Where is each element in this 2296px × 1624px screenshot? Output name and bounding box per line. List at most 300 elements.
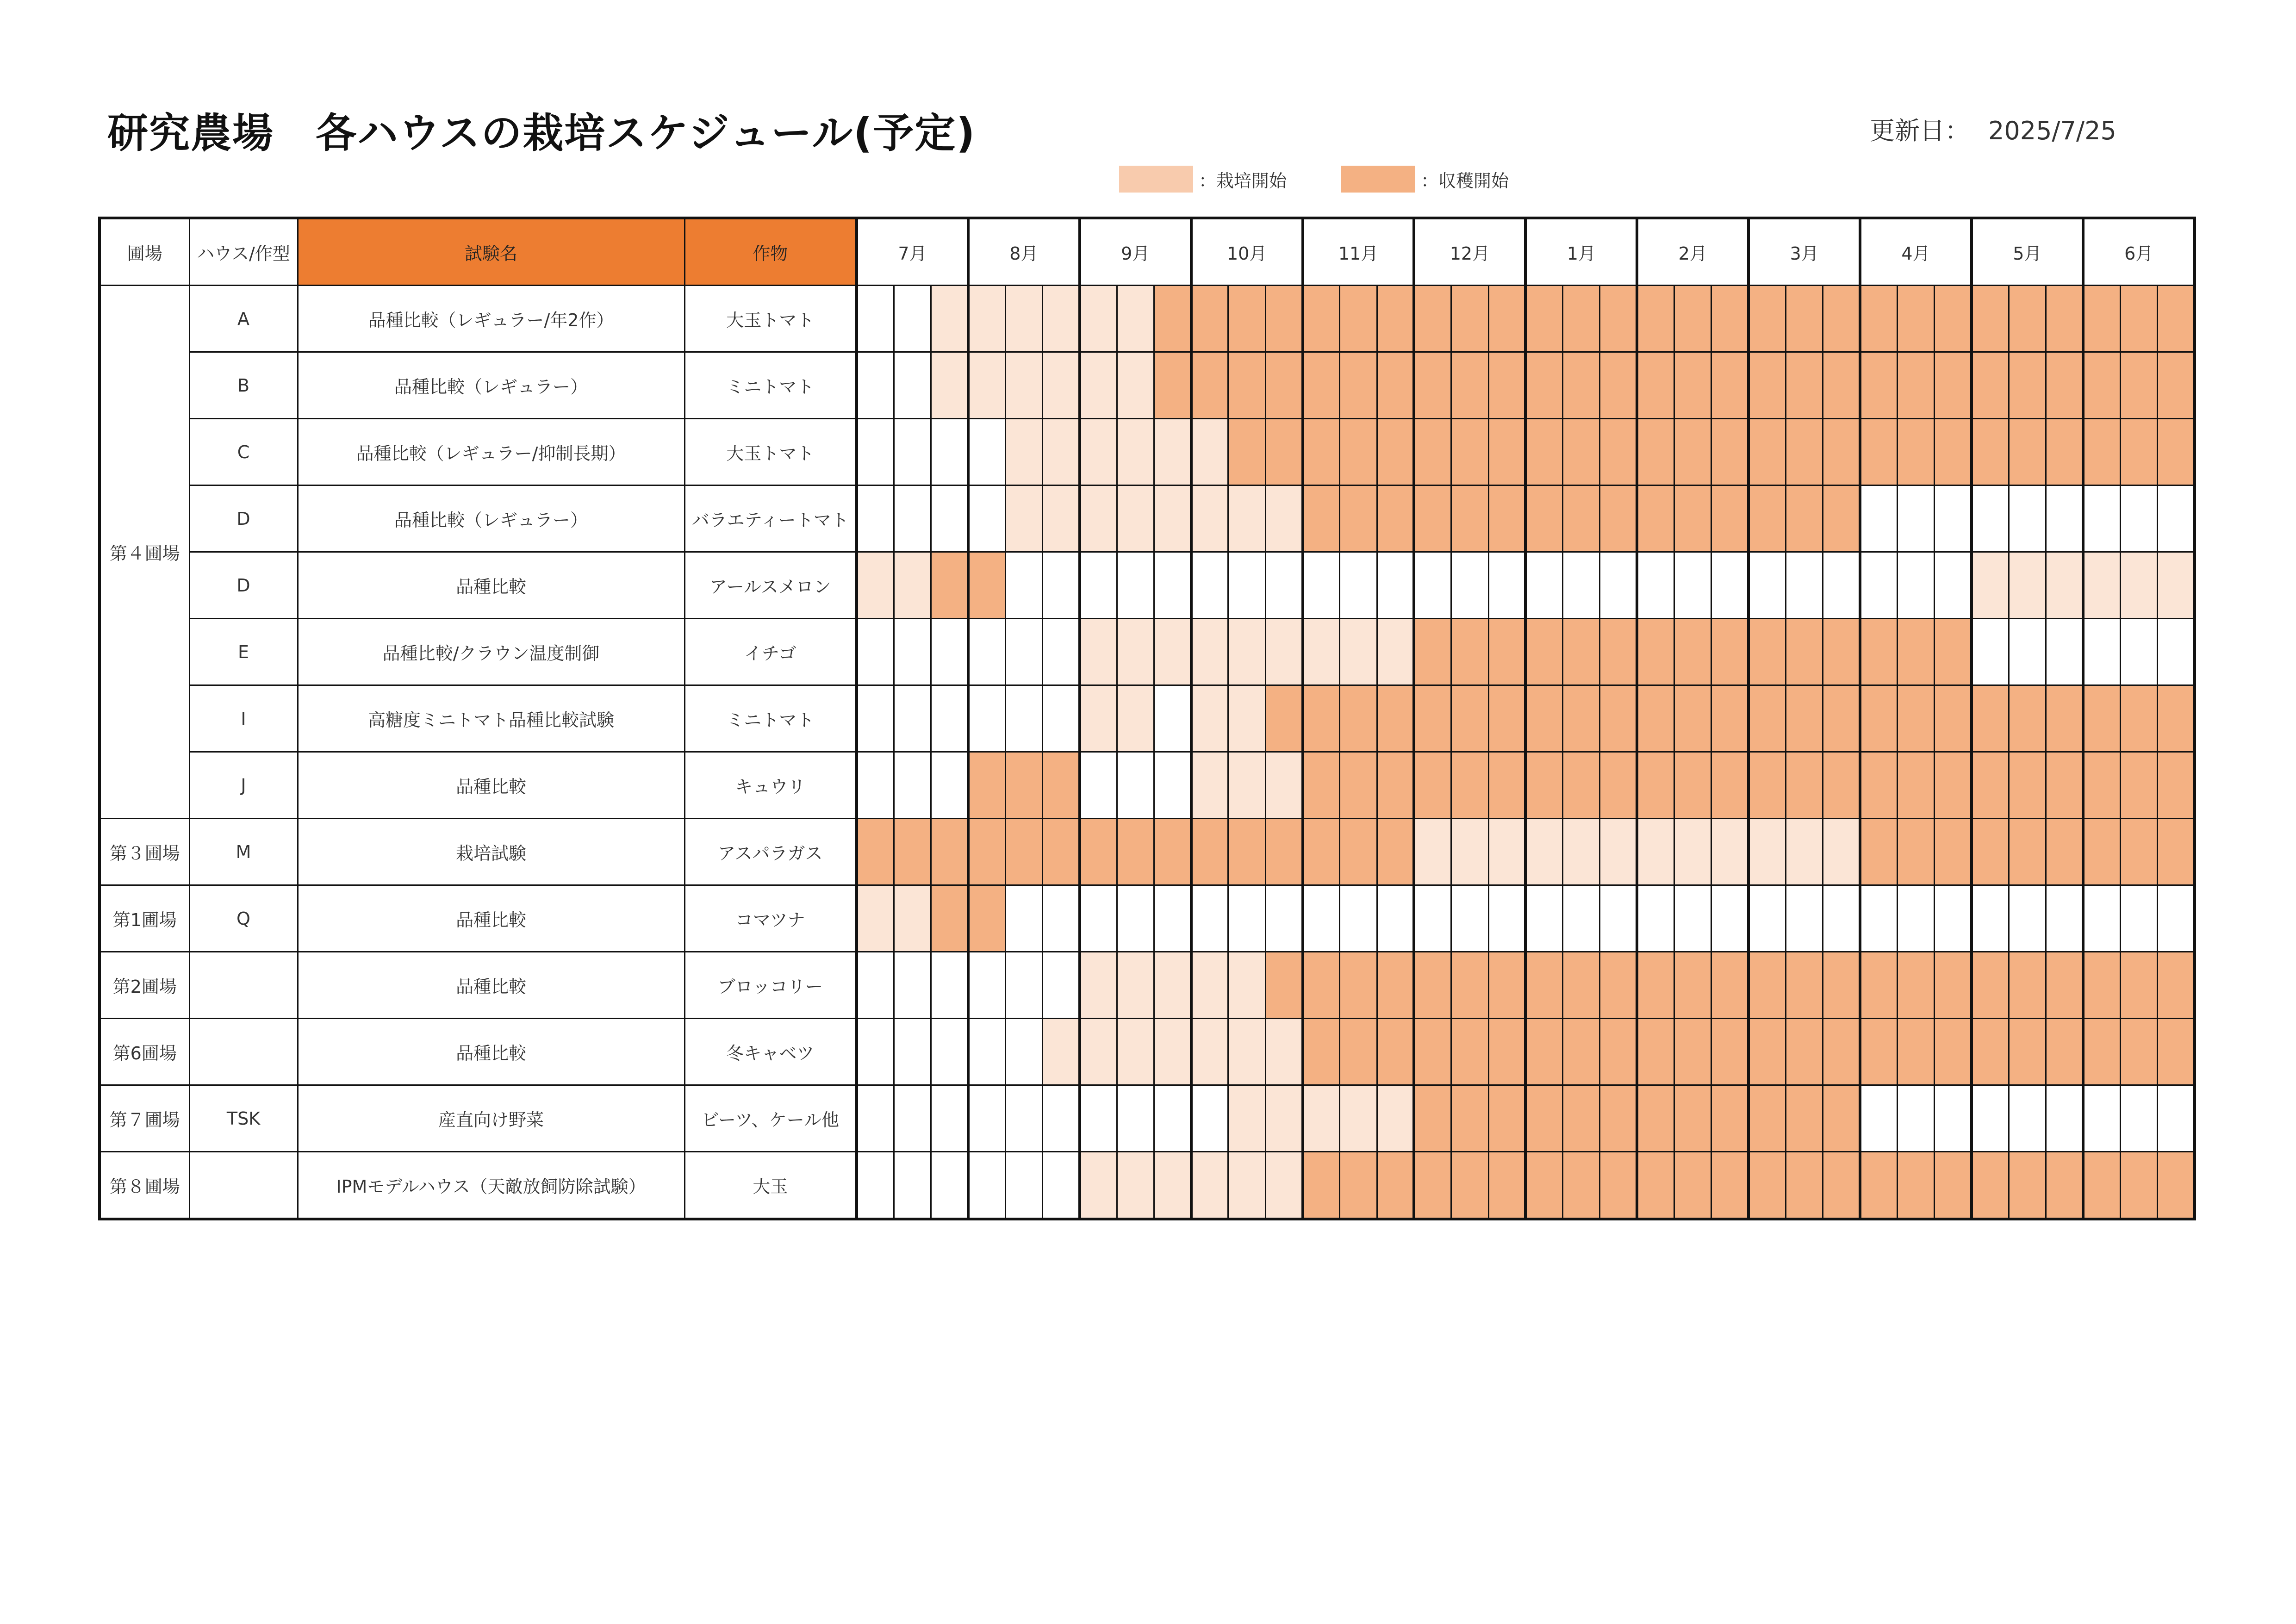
schedule-cell: [1786, 619, 1823, 685]
schedule-cell: [1972, 1019, 2009, 1085]
schedule-cell: [1451, 485, 1488, 552]
schedule-cell: [894, 1152, 931, 1220]
schedule-cell: [1600, 885, 1637, 952]
schedule-cell: [1935, 819, 1972, 885]
house-cell: C: [189, 419, 298, 485]
schedule-cell: [1823, 885, 1860, 952]
schedule-cell: [1897, 485, 1934, 552]
schedule-cell: [1005, 685, 1042, 752]
schedule-cell: [2120, 685, 2157, 752]
trial-cell: 産直向け野菜: [298, 1085, 684, 1152]
schedule-cell: [1600, 1019, 1637, 1085]
schedule-cell: [1525, 419, 1562, 485]
schedule-cell: [1191, 352, 1228, 419]
schedule-cell: [1191, 552, 1228, 619]
schedule-cell: [1340, 685, 1377, 752]
schedule-cell: [931, 419, 968, 485]
schedule-cell: [1451, 552, 1488, 619]
schedule-cell: [1563, 819, 1600, 885]
schedule-cell: [1897, 286, 1934, 352]
schedule-row: [100, 752, 2195, 819]
schedule-cell: [1748, 552, 1786, 619]
legend-harvest: [1341, 166, 1509, 193]
schedule-cell: [1451, 286, 1488, 352]
schedule-cell: [857, 286, 894, 352]
trial-cell: 品種比較: [298, 1019, 684, 1085]
schedule-cell: [968, 952, 1005, 1019]
schedule-cell: [2009, 885, 2046, 952]
schedule-cell: [1042, 752, 1079, 819]
schedule-cell: [1637, 1152, 1674, 1220]
schedule-cell: [1972, 1085, 2009, 1152]
schedule-cell: [1860, 952, 1897, 1019]
schedule-cell: [1525, 752, 1562, 819]
schedule-cell: [1563, 952, 1600, 1019]
schedule-cell: [2009, 352, 2046, 419]
schedule-cell: [1711, 485, 1748, 552]
schedule-cell: [1935, 885, 1972, 952]
schedule-cell: [1414, 1019, 1451, 1085]
schedule-cell: [1080, 752, 1117, 819]
schedule-cell: [1265, 352, 1302, 419]
schedule-cell: [1117, 685, 1154, 752]
schedule-cell: [2157, 885, 2194, 952]
house-cell: [189, 952, 298, 1019]
schedule-cell: [1303, 1085, 1340, 1152]
schedule-cell: [1340, 1152, 1377, 1220]
schedule-cell: [1860, 552, 1897, 619]
schedule-cell: [1191, 752, 1228, 819]
schedule-cell: [1117, 419, 1154, 485]
schedule-cell: [968, 485, 1005, 552]
schedule-cell: [1340, 619, 1377, 685]
schedule-cell: [1711, 1085, 1748, 1152]
schedule-cell: [1265, 752, 1302, 819]
schedule-cell: [2157, 685, 2194, 752]
header-house: ハウス/作型: [189, 218, 298, 286]
month-header: 6月: [2083, 218, 2195, 286]
schedule-cell: [968, 552, 1005, 619]
schedule-cell: [1005, 1152, 1042, 1220]
schedule-cell: [2083, 352, 2120, 419]
schedule-cell: [1563, 1152, 1600, 1220]
schedule-cell: [1748, 419, 1786, 485]
schedule-cell: [1897, 1019, 1934, 1085]
schedule-cell: [1563, 1085, 1600, 1152]
schedule-cell: [1005, 419, 1042, 485]
schedule-cell: [1674, 552, 1711, 619]
schedule-cell: [2083, 419, 2120, 485]
schedule-cell: [1414, 619, 1451, 685]
schedule-cell: [1340, 752, 1377, 819]
schedule-cell: [2083, 485, 2120, 552]
schedule-cell: [1488, 1019, 1525, 1085]
schedule-cell: [2120, 819, 2157, 885]
schedule-cell: [1080, 552, 1117, 619]
crop-cell: ミニトマト: [684, 685, 857, 752]
schedule-cell: [1972, 286, 2009, 352]
schedule-cell: [857, 819, 894, 885]
schedule-cell: [1972, 819, 2009, 885]
schedule-cell: [2120, 885, 2157, 952]
schedule-cell: [2046, 819, 2083, 885]
schedule-cell: [1786, 419, 1823, 485]
field-cell: 第３圃場: [100, 819, 189, 885]
crop-cell: ブロッコリー: [684, 952, 857, 1019]
schedule-cell: [931, 286, 968, 352]
schedule-cell: [2120, 619, 2157, 685]
trial-cell: 品種比較（レギュラー/抑制長期）: [298, 419, 684, 485]
schedule-cell: [2157, 819, 2194, 885]
schedule-cell: [1563, 352, 1600, 419]
schedule-cell: [1340, 819, 1377, 885]
schedule-cell: [1786, 485, 1823, 552]
schedule-cell: [1080, 1152, 1117, 1220]
schedule-cell: [931, 485, 968, 552]
schedule-cell: [2157, 752, 2194, 819]
schedule-cell: [1637, 1085, 1674, 1152]
schedule-cell: [1154, 685, 1191, 752]
trial-cell: IPMモデルハウス（天敵放飼防除試験）: [298, 1152, 684, 1220]
schedule-cell: [1228, 286, 1265, 352]
crop-cell: 冬キャベツ: [684, 1019, 857, 1085]
schedule-cell: [2009, 685, 2046, 752]
schedule-cell: [1451, 952, 1488, 1019]
schedule-cell: [1637, 286, 1674, 352]
schedule-cell: [857, 1085, 894, 1152]
schedule-cell: [1340, 1085, 1377, 1152]
schedule-cell: [1265, 819, 1302, 885]
schedule-cell: [1823, 619, 1860, 685]
schedule-cell: [1042, 552, 1079, 619]
schedule-cell: [1080, 885, 1117, 952]
header-crop: 作物: [684, 218, 857, 286]
schedule-cell: [2009, 619, 2046, 685]
update-date-value: 2025/7/25: [1988, 116, 2116, 145]
schedule-cell: [2083, 685, 2120, 752]
schedule-cell: [1674, 819, 1711, 885]
schedule-cell: [1080, 352, 1117, 419]
schedule-cell: [931, 552, 968, 619]
schedule-cell: [1711, 952, 1748, 1019]
schedule-cell: [2120, 552, 2157, 619]
schedule-cell: [1005, 752, 1042, 819]
schedule-cell: [1563, 885, 1600, 952]
schedule-cell: [857, 552, 894, 619]
schedule-cell: [1674, 419, 1711, 485]
schedule-cell: [1377, 952, 1414, 1019]
schedule-cell: [2157, 419, 2194, 485]
schedule-cell: [1154, 485, 1191, 552]
schedule-cell: [1525, 819, 1562, 885]
schedule-cell: [931, 819, 968, 885]
schedule-cell: [1972, 485, 2009, 552]
schedule-cell: [2009, 819, 2046, 885]
schedule-cell: [1823, 552, 1860, 619]
schedule-cell: [1711, 619, 1748, 685]
schedule-cell: [2083, 1019, 2120, 1085]
schedule-cell: [1414, 952, 1451, 1019]
schedule-cell: [1340, 885, 1377, 952]
schedule-cell: [1786, 885, 1823, 952]
schedule-cell: [1414, 685, 1451, 752]
schedule-cell: [894, 952, 931, 1019]
schedule-cell: [968, 885, 1005, 952]
schedule-cell: [1860, 1019, 1897, 1085]
schedule-cell: [2083, 752, 2120, 819]
schedule-cell: [1674, 352, 1711, 419]
schedule-cell: [1451, 352, 1488, 419]
schedule-cell: [1042, 1152, 1079, 1220]
schedule-cell: [1340, 952, 1377, 1019]
schedule-cell: [2009, 1152, 2046, 1220]
legend-harvest-label: ：収穫開始: [1421, 170, 1509, 191]
schedule-cell: [1451, 885, 1488, 952]
month-header: 8月: [968, 218, 1080, 286]
schedule-cell: [1303, 619, 1340, 685]
schedule-row: [100, 885, 2195, 952]
month-header: 10月: [1191, 218, 1303, 286]
schedule-cell: [1340, 352, 1377, 419]
schedule-cell: [1080, 419, 1117, 485]
page-title: 研究農場 各ハウスの栽培スケジュール(予定): [107, 109, 976, 157]
schedule-cell: [1935, 1152, 1972, 1220]
schedule-cell: [1823, 952, 1860, 1019]
schedule-cell: [1600, 352, 1637, 419]
schedule-cell: [857, 952, 894, 1019]
schedule-cell: [1117, 619, 1154, 685]
schedule-cell: [1340, 552, 1377, 619]
trial-cell: 品種比較（レギュラー）: [298, 485, 684, 552]
schedule-cell: [894, 552, 931, 619]
schedule-cell: [894, 819, 931, 885]
schedule-cell: [1897, 952, 1934, 1019]
schedule-row: [100, 952, 2195, 1019]
schedule-cell: [1563, 419, 1600, 485]
schedule-cell: [1042, 352, 1079, 419]
schedule-cell: [1972, 552, 2009, 619]
update-date: [1870, 111, 2116, 147]
schedule-cell: [2157, 286, 2194, 352]
crop-cell: アスパラガス: [684, 819, 857, 885]
schedule-cell: [968, 752, 1005, 819]
month-header: 2月: [1637, 218, 1748, 286]
schedule-cell: [1711, 685, 1748, 752]
schedule-cell: [2009, 286, 2046, 352]
field-cell: 第6圃場: [100, 1019, 189, 1085]
schedule-cell: [1303, 286, 1340, 352]
schedule-cell: [1786, 1085, 1823, 1152]
schedule-cell: [1600, 419, 1637, 485]
crop-cell: アールスメロン: [684, 552, 857, 619]
schedule-cell: [1005, 885, 1042, 952]
schedule-cell: [2083, 1085, 2120, 1152]
schedule-cell: [1451, 819, 1488, 885]
schedule-cell: [894, 286, 931, 352]
schedule-cell: [2120, 1019, 2157, 1085]
schedule-cell: [1525, 685, 1562, 752]
schedule-row: [100, 819, 2195, 885]
schedule-cell: [1935, 619, 1972, 685]
schedule-cell: [1377, 685, 1414, 752]
schedule-cell: [1897, 685, 1934, 752]
schedule-cell: [1414, 485, 1451, 552]
schedule-cell: [2046, 885, 2083, 952]
field-cell: 第７圃場: [100, 1085, 189, 1152]
schedule-row: [100, 286, 2195, 352]
crop-cell: 大玉: [684, 1152, 857, 1220]
schedule-cell: [1488, 419, 1525, 485]
schedule-cell: [1525, 885, 1562, 952]
schedule-cell: [1786, 1152, 1823, 1220]
schedule-cell: [1488, 619, 1525, 685]
schedule-cell: [1042, 286, 1079, 352]
schedule-cell: [1080, 1085, 1117, 1152]
schedule-cell: [1340, 485, 1377, 552]
schedule-cell: [894, 885, 931, 952]
schedule-cell: [1748, 752, 1786, 819]
schedule-cell: [1935, 952, 1972, 1019]
schedule-cell: [1451, 619, 1488, 685]
schedule-cell: [894, 419, 931, 485]
schedule-cell: [1600, 552, 1637, 619]
schedule-cell: [1117, 1019, 1154, 1085]
schedule-cell: [1154, 1152, 1191, 1220]
schedule-cell: [1377, 819, 1414, 885]
schedule-cell: [1005, 552, 1042, 619]
schedule-cell: [1674, 619, 1711, 685]
schedule-row: [100, 619, 2195, 685]
schedule-cell: [1935, 752, 1972, 819]
schedule-cell: [1265, 619, 1302, 685]
schedule-cell: [2120, 1152, 2157, 1220]
schedule-cell: [931, 352, 968, 419]
schedule-cell: [2046, 952, 2083, 1019]
schedule-cell: [2083, 552, 2120, 619]
schedule-cell: [2157, 619, 2194, 685]
schedule-cell: [1265, 1085, 1302, 1152]
schedule-cell: [931, 619, 968, 685]
schedule-row: [100, 552, 2195, 619]
schedule-cell: [1265, 485, 1302, 552]
schedule-cell: [1600, 752, 1637, 819]
schedule-cell: [1637, 685, 1674, 752]
schedule-cell: [1080, 819, 1117, 885]
schedule-cell: [2046, 619, 2083, 685]
schedule-cell: [1080, 619, 1117, 685]
schedule-cell: [1748, 685, 1786, 752]
schedule-cell: [1786, 685, 1823, 752]
house-cell: I: [189, 685, 298, 752]
schedule-cell: [2046, 1019, 2083, 1085]
schedule-cell: [2083, 819, 2120, 885]
schedule-cell: [968, 419, 1005, 485]
schedule-cell: [2009, 485, 2046, 552]
schedule-cell: [1748, 1085, 1786, 1152]
schedule-cell: [1972, 952, 2009, 1019]
schedule-cell: [2083, 952, 2120, 1019]
schedule-cell: [1303, 952, 1340, 1019]
legend-cultivation: [1119, 166, 1287, 193]
schedule-cell: [1897, 619, 1934, 685]
schedule-table: [98, 217, 2196, 1220]
schedule-cell: [1191, 819, 1228, 885]
schedule-cell: [1674, 952, 1711, 1019]
schedule-cell: [1748, 819, 1786, 885]
schedule-cell: [1042, 685, 1079, 752]
schedule-cell: [1897, 752, 1934, 819]
schedule-cell: [1897, 419, 1934, 485]
schedule-cell: [1972, 419, 2009, 485]
schedule-cell: [1897, 885, 1934, 952]
house-cell: TSK: [189, 1085, 298, 1152]
schedule-cell: [1935, 1085, 1972, 1152]
schedule-cell: [1303, 752, 1340, 819]
schedule-cell: [1377, 1085, 1414, 1152]
schedule-cell: [1972, 352, 2009, 419]
schedule-cell: [1117, 552, 1154, 619]
schedule-cell: [1823, 685, 1860, 752]
schedule-cell: [1860, 286, 1897, 352]
schedule-cell: [1488, 485, 1525, 552]
schedule-cell: [1711, 552, 1748, 619]
schedule-cell: [968, 1085, 1005, 1152]
schedule-cell: [1228, 552, 1265, 619]
month-header: 9月: [1080, 218, 1191, 286]
schedule-cell: [1972, 885, 2009, 952]
schedule-cell: [1080, 286, 1117, 352]
schedule-cell: [1377, 752, 1414, 819]
schedule-cell: [1117, 885, 1154, 952]
schedule-cell: [968, 685, 1005, 752]
schedule-cell: [1488, 1085, 1525, 1152]
field-cell: 第４圃場: [100, 286, 189, 819]
schedule-cell: [1228, 419, 1265, 485]
schedule-cell: [1563, 619, 1600, 685]
schedule-cell: [1525, 286, 1562, 352]
schedule-cell: [1414, 1152, 1451, 1220]
schedule-cell: [1525, 1019, 1562, 1085]
schedule-cell: [1414, 1085, 1451, 1152]
schedule-cell: [1265, 952, 1302, 1019]
schedule-cell: [1488, 885, 1525, 952]
schedule-cell: [931, 1019, 968, 1085]
schedule-cell: [1563, 552, 1600, 619]
schedule-cell: [1377, 1152, 1414, 1220]
schedule-cell: [1748, 619, 1786, 685]
schedule-cell: [2157, 352, 2194, 419]
schedule-cell: [1823, 1085, 1860, 1152]
schedule-row: [100, 685, 2195, 752]
schedule-cell: [2157, 1152, 2194, 1220]
schedule-cell: [1525, 1085, 1562, 1152]
schedule-cell: [1117, 752, 1154, 819]
schedule-cell: [1488, 552, 1525, 619]
schedule-cell: [1748, 286, 1786, 352]
schedule-row: [100, 1019, 2195, 1085]
trial-cell: 品種比較: [298, 552, 684, 619]
month-header: 11月: [1303, 218, 1414, 286]
schedule-cell: [1377, 286, 1414, 352]
schedule-cell: [1191, 1152, 1228, 1220]
schedule-cell: [894, 752, 931, 819]
schedule-cell: [1674, 1152, 1711, 1220]
schedule-cell: [1080, 1019, 1117, 1085]
schedule-cell: [1637, 1019, 1674, 1085]
schedule-cell: [1600, 685, 1637, 752]
schedule-cell: [2046, 685, 2083, 752]
schedule-cell: [1303, 885, 1340, 952]
